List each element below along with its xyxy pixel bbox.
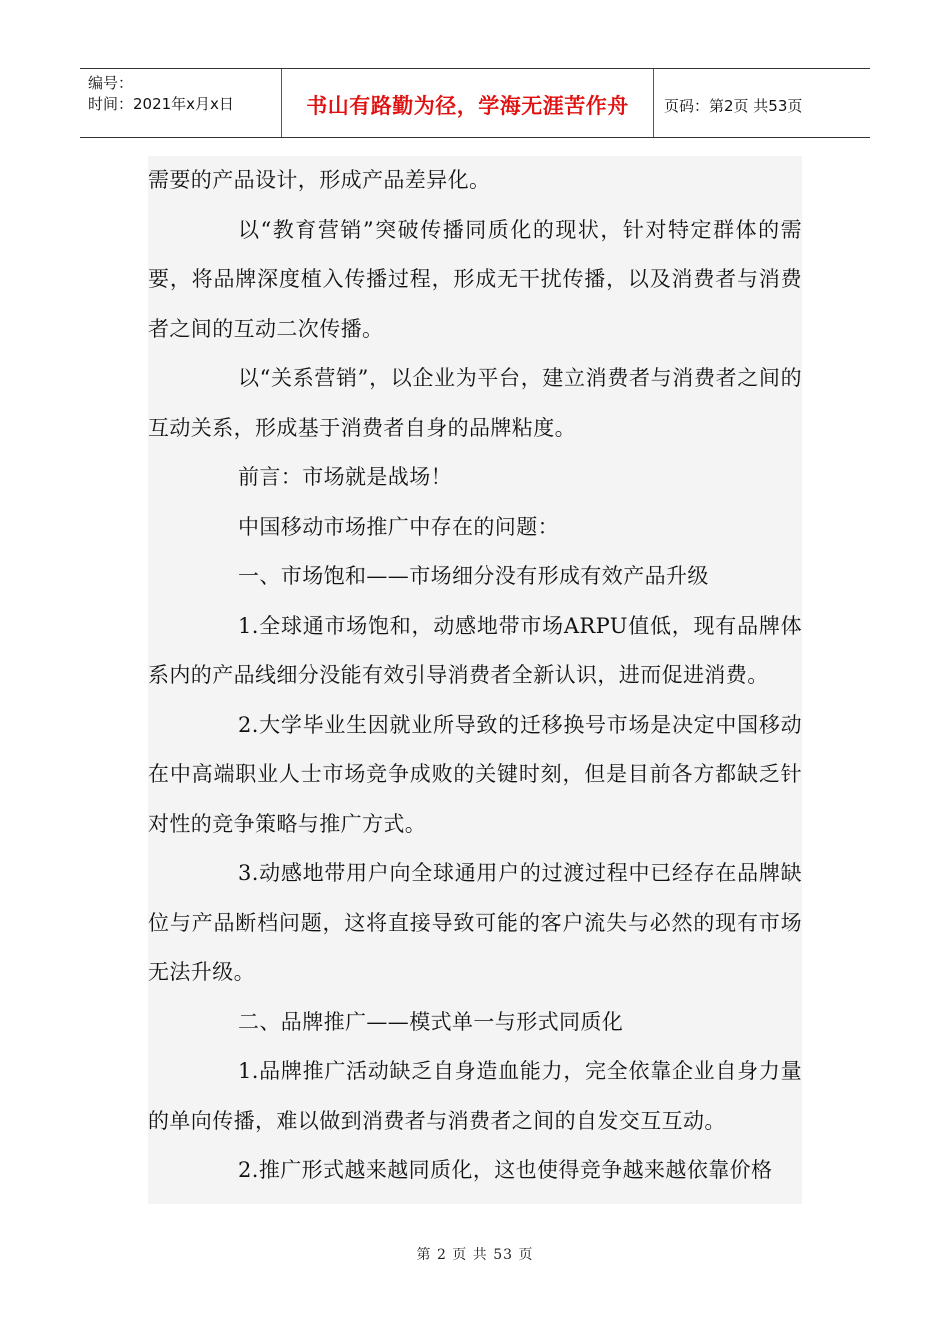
paragraph-6: 1.全球通市场饱和，动感地带市场ARPU值低，现有品牌体系内的产品线细分没能有效引导消费者全新认识，进而促进消费。	[148, 613, 802, 687]
section-heading-1: 一、市场饱和——市场细分没有形成有效产品升级	[238, 564, 709, 588]
paragraph-2: 以“关系营销”，以企业为平台，建立消费者与消费者之间的互动关系，形成基于消费者自身的品牌粘度。	[148, 366, 802, 440]
paragraph-3: 前言：市场就是战场！	[238, 465, 452, 489]
document-body	[148, 156, 802, 1204]
section-heading-2: 二、品牌推广——模式单一与形式同质化	[238, 1009, 624, 1034]
paragraph-10: 1.品牌推广活动缺乏自身造血能力，完全依靠企业自身力量的单向传播，难以做到消费者与消费者之间的自发交互互动。	[148, 1059, 802, 1133]
paragraph-8: 3.动感地带用户向全球通用户的过渡过程中已经存在品牌缺位与产品断档问题，这将直接导致可能的客户流失与必然的现有市场无法升级。	[148, 861, 802, 984]
paragraph-7: 2.大学毕业生因就业所导致的迁移换号市场是决定中国移动在中高端职业人士市场竞争成败的关键时刻，但是目前各方都缺乏针对性的竞争策略与推广方式。	[148, 712, 802, 836]
paragraph-0: 需要的产品设计，形成产品差异化。	[148, 168, 491, 192]
header-page-info: 页码：第2页 共53页	[664, 96, 803, 115]
header-meta-cell	[80, 69, 282, 137]
document-date-label: 时间：2021年x月x日	[88, 95, 234, 113]
paragraph-4: 中国移动市场推广中存在的问题：	[238, 514, 559, 539]
paragraph-11: 2.推广形式越来越同质化，这也使得竞争越来越依靠价格	[238, 1158, 773, 1182]
page-footer: 第 2 页 共 53 页	[416, 1247, 534, 1263]
paragraph-1: 以“教育营销”突破传播同质化的现状，针对特定群体的需要，将品牌深度植入传播过程，形成无干扰传播，以及消费者与消费者之间的互动二次传播。	[148, 217, 802, 341]
header-motto: 书山有路勤为径，学海无涯苦作舟	[282, 69, 654, 137]
page-header	[80, 68, 870, 138]
document-number-label: 编号：	[88, 74, 134, 92]
